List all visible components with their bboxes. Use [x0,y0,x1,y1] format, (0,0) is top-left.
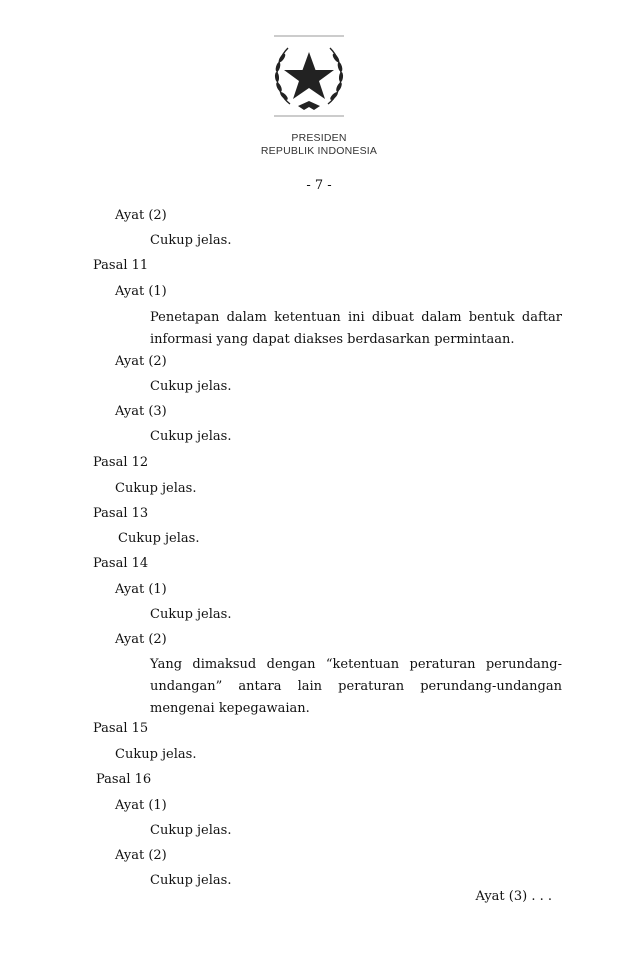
pasal-heading: Pasal 14 [93,556,149,571]
ayat-heading: Ayat (1) [115,798,167,813]
header-presiden: PRESIDEN [291,132,347,144]
pasal-heading: Pasal 13 [93,506,149,521]
header-republik-indonesia: REPUBLIK INDONESIA [260,145,378,157]
pasal-heading: Pasal 15 [93,721,149,736]
ayat-heading: Ayat (2) [115,848,167,863]
explanation-text: Cukup jelas. [150,233,232,248]
presiden-emblem-icon [268,34,350,118]
explanation-text: Cukup jelas. [115,747,197,762]
explanation-text: Cukup jelas. [118,531,200,546]
ayat-heading: Ayat (2) [115,632,167,647]
pasal-heading: Pasal 16 [96,772,152,787]
explanation-text: Cukup jelas. [150,823,232,838]
explanation-text: Cukup jelas. [150,429,232,444]
ayat-heading: Ayat (1) [115,582,167,597]
pasal-heading: Pasal 11 [93,258,149,273]
explanation-text: Cukup jelas. [150,379,232,394]
explanation-paragraph: Yang dimaksud dengan “ketentuan peraturan perundang-undangan” antara lain peraturan perundang-undangan mengenai kepegawaian. [150,657,562,716]
ayat-heading: Ayat (2) [115,208,167,223]
next-page-continuation: Ayat (3) . . . [475,889,552,904]
explanation-text: Cukup jelas. [150,607,232,622]
ayat-heading: Ayat (3) [115,404,167,419]
explanation-text: Cukup jelas. [150,873,232,888]
page-number: - 7 - [306,178,332,193]
explanation-paragraph: Penetapan dalam ketentuan ini dibuat dalam bentuk daftar informasi yang dapat diakses berdasarkan permintaan. [150,310,562,347]
ayat-heading: Ayat (2) [115,354,167,369]
explanation-text: Cukup jelas. [115,481,197,496]
pasal-heading: Pasal 12 [93,455,149,470]
ayat-heading: Ayat (1) [115,284,167,299]
